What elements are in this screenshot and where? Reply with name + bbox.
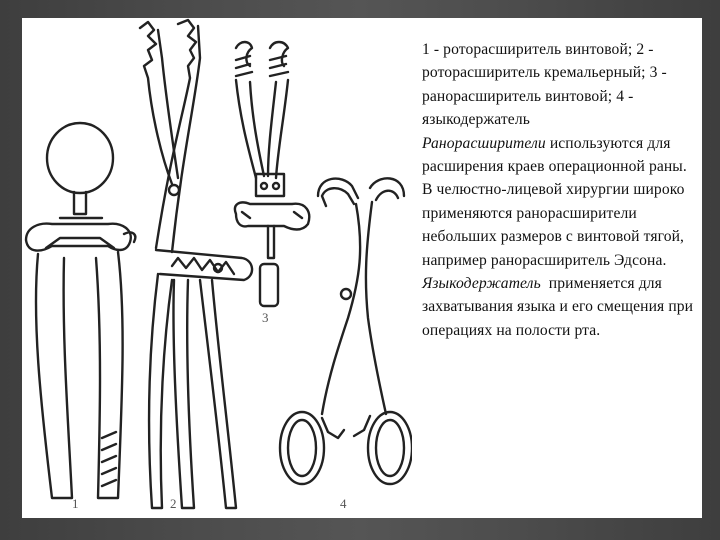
retractors-description: используются для расширения краев операционной раны. В челюстно-лицевой хирургии широко применяются ранорасширители небольших размеров с винтовой тягой, например ранорасширитель Эдсона. [422, 134, 687, 269]
tongue-holder-icon [280, 178, 412, 484]
figure-label-2: 2 [170, 496, 177, 511]
legend-text: 1 - роторасширитель винтовой; 2 - роторасширитель кремальерный; 3 - ранорасширитель винтовой; 4 - языкодержатель [422, 41, 667, 129]
screw-mouth-gag-icon [26, 123, 135, 498]
legend-paragraph [422, 38, 700, 132]
figure-label-1: 1 [72, 496, 79, 511]
figure-label-3: 3 [262, 310, 269, 325]
description-paragraph-2 [422, 272, 700, 342]
caption-text [422, 38, 700, 342]
instruments-illustration [22, 18, 412, 518]
description-paragraph-1 [422, 132, 700, 272]
ratchet-mouth-gag-icon [140, 20, 252, 508]
figure-label-4: 4 [340, 496, 347, 511]
instruments-figure [22, 18, 412, 518]
term-retractors: Ранорасширители [422, 134, 546, 152]
screw-retractor-icon [235, 42, 309, 306]
tongue-holder-description: применяется для захватывания языка и его смещения при операциях на полости рта. [422, 275, 698, 339]
term-tongue-holder: Языкодержатель [422, 275, 541, 293]
slide [22, 18, 702, 518]
